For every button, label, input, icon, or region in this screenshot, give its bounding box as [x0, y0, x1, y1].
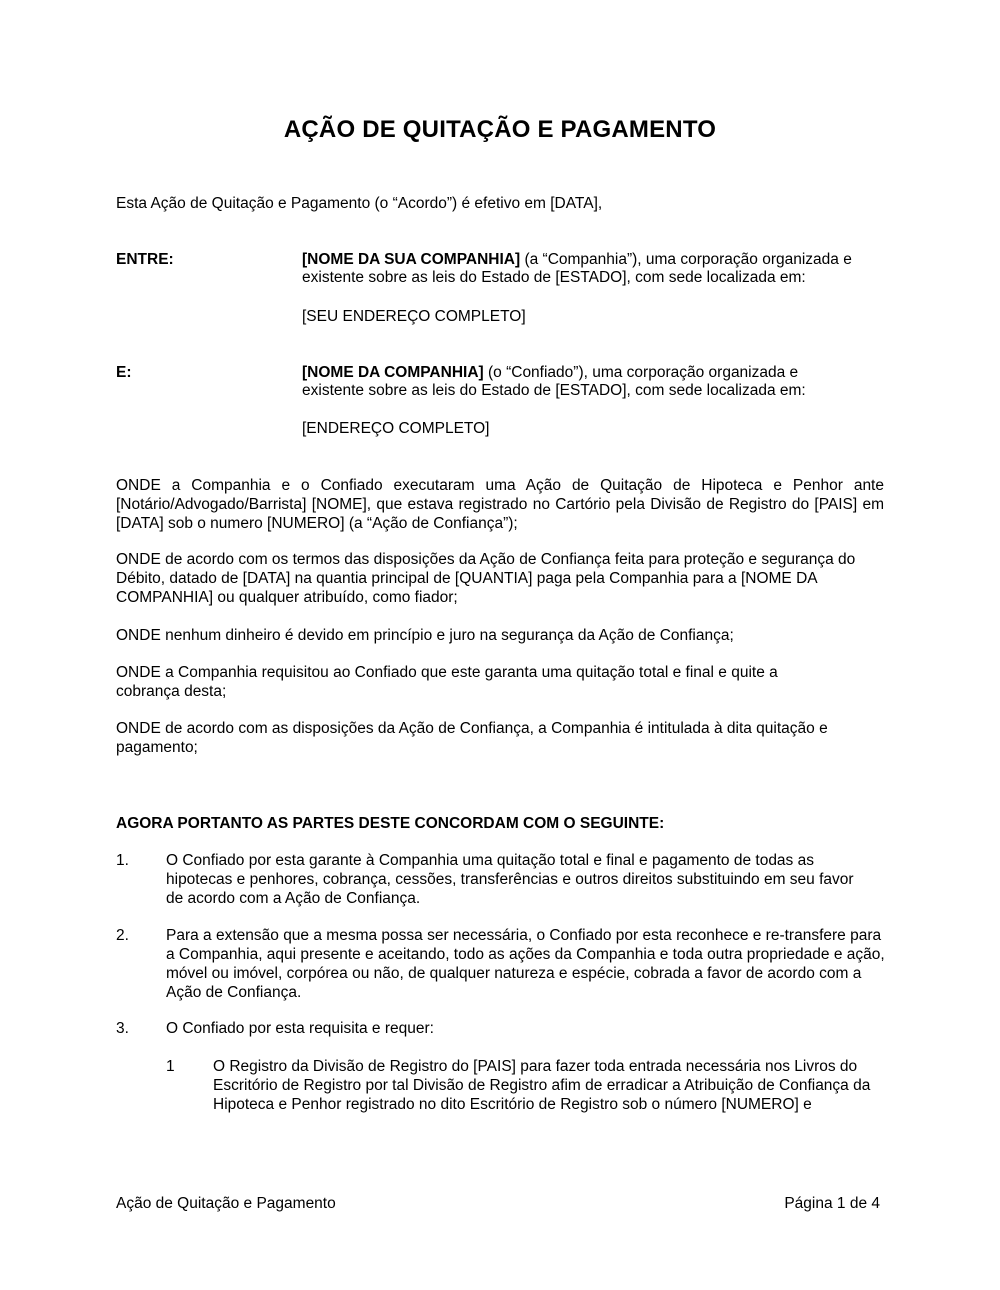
party-details: (o “Confiado”), uma corporação organizada e existente sobre as leis do Estado de [ESTADO], com sede localizada em:: [302, 364, 806, 399]
recital-paragraph: ONDE nenhum dinheiro é devido em princípio e juro na segurança da Ação de Confiança;: [116, 627, 734, 644]
clause-text: O Confiado por esta requisita e requer:: [166, 1020, 434, 1037]
party-description: [302, 251, 882, 287]
party-details: (a “Companhia”), uma corporação organizada e existente sobre as leis do Estado de [ESTADO], com sede localizada em:: [302, 251, 852, 286]
party-address: [SEU ENDEREÇO COMPLETO]: [302, 308, 526, 325]
agreement-heading: AGORA PORTANTO AS PARTES DESTE CONCORDAM COM O SEGUINTE:: [116, 815, 665, 832]
party-name: [NOME DA COMPANHIA]: [302, 364, 484, 381]
footer-document-name: Ação de Quitação e Pagamento: [116, 1195, 336, 1212]
footer-page-number: Página 1 de 4: [784, 1195, 880, 1212]
clause-text: O Confiado por esta garante à Companhia uma quitação total e final e pagamento de todas as hipotecas e penhores, cobrança, cessões, transferências e outros direitos substituindo em seu favor de acordo com a Ação de Confiança.: [166, 852, 854, 907]
subclause-text: O Registro da Divisão de Registro do [PAIS] para fazer toda entrada necessária nos Livros do Escritório de Registro por tal Divisão de Registro afim de erradicar a Atribuição de Confiança da Hipoteca e Penhor registrado no dito Escritório de Registro sob o número [NUMERO] e: [213, 1058, 871, 1113]
clause-number: 3.: [116, 1020, 129, 1037]
party-label: ENTRE:: [116, 251, 174, 268]
subclause-number: 1: [166, 1058, 175, 1075]
document-title: AÇÃO DE QUITAÇÃO E PAGAMENTO: [283, 116, 717, 143]
recital-paragraph: ONDE de acordo com as disposições da Ação de Confiança, a Companhia é intitulada à dita quitação e pagamento;: [116, 720, 828, 756]
clause-text: Para a extensão que a mesma possa ser necessária, o Confiado por esta reconhece e re-transfere para a Companhia, aqui presente e aceitando, todo as ações da Companhia e toda outra propriedade e ação, móvel ou imóvel, corpórea ou não, de qualquer natureza e espécie, cobrada a favor de acordo com a Ação de Confiança.: [166, 927, 885, 1001]
recital-paragraph: ONDE a Companhia e o Confiado executaram uma Ação de Quitação de Hipoteca e Penhor ante [Notário/Advogado/Barrista] [NOME], que estava registrado no Cartório pela Divisão de Registro do [PAIS] em [DATA] sob o numero [NUMERO] (a “Ação de Confiança”);: [116, 477, 884, 532]
party-label: E:: [116, 364, 132, 381]
party-address: [ENDEREÇO COMPLETO]: [302, 420, 490, 437]
clause-number: 1.: [116, 852, 129, 869]
intro-paragraph: Esta Ação de Quitação e Pagamento (o “Acordo”) é efetivo em [DATA],: [116, 195, 603, 212]
party-name: [NOME DA SUA COMPANHIA]: [302, 251, 521, 268]
party-description: [302, 364, 862, 400]
recital-paragraph: ONDE de acordo com os termos das disposições da Ação de Confiança feita para proteção e segurança do Débito, datado de [DATA] na quantia principal de [QUANTIA] paga pela Companhia para a [NOME DA COMPANHIA] ou qualquer atribuído, como fiador;: [116, 551, 856, 606]
clause-number: 2.: [116, 927, 129, 944]
recital-paragraph: ONDE a Companhia requisitou ao Confiado que este garanta uma quitação total e final e quite a cobrança desta;: [116, 664, 778, 700]
